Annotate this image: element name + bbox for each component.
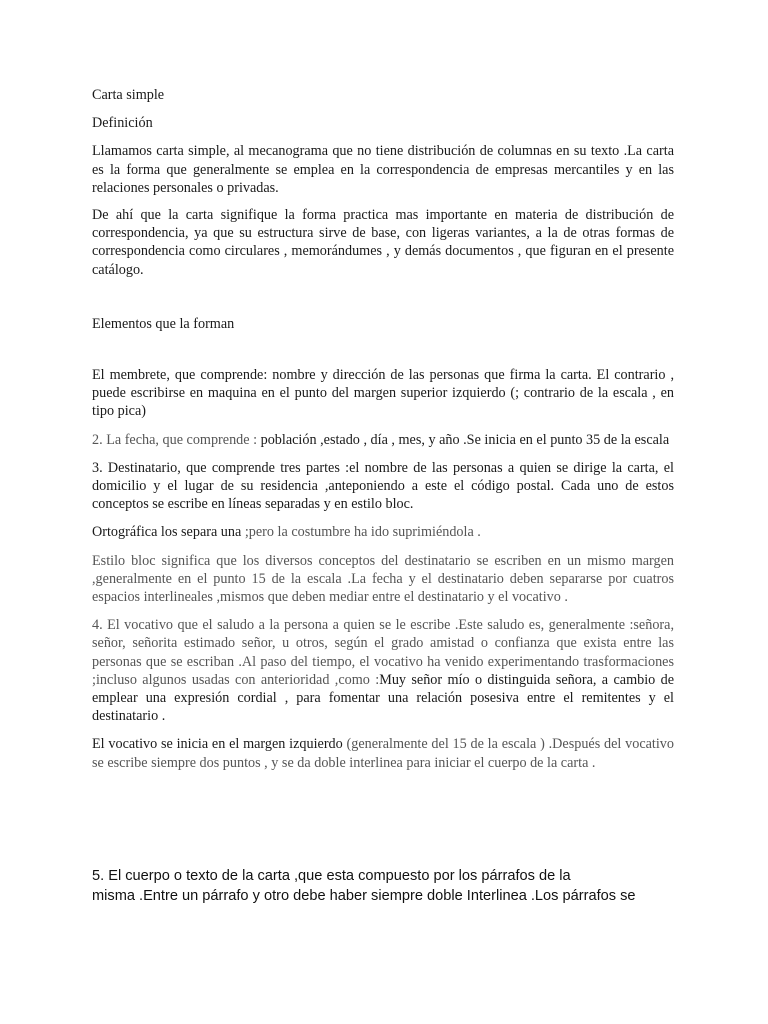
item-4-vocativo-example: Muy señor mío o distinguida señora, a cambio de emplear una expresión cordial , para fomentar una relación posesiva entre el remitentes y el destinatario . [92,671,675,725]
definition-label: Definición [92,115,153,132]
ortografica-lead: Ortográfica los separa una [92,524,245,541]
item-5-line-1: 5. El cuerpo o texto de la carta ,que esta compuesto por los párrafos de la [92,868,571,884]
ortografica-rest: ;pero la costumbre ha ido suprimiéndola . [244,524,481,541]
item-4-vocativo-text: 4. El vocativo que el saludo a la persona a quien se le escribe .Este saludo es, generalmente :señora, señor, señorita estimado señor, u otros, según el grado amistad o confianza que exista entre las personas que se escriban .Al paso del tiempo, el vocativo ha venido experimentando trasformaciones ;incluso algunos usadas con anterioridad ,como : [92,617,674,688]
item-3-destinatario: 3. Destinatario, que comprende tres partes :el nombre de las personas a quien se dirige la carta, el domicilio y el lugar de su residencia ,anteponiendo a este el código postal. Cada uno de estos conceptos se escribe en líneas separadas y en estilo bloc. [92,459,674,513]
estilo-bloc-paragraph: Estilo bloc significa que los diversos conceptos del destinatario se escriben en un mismo margen ,generalmente en el punto 15 de la escala .La fecha y el destinatario deben separarse por cuatros espacios interlineales ,mismos que deben mediar entre el destinatario y el vocativo . [92,552,674,606]
document-body [92,86,674,772]
item-2-fecha [92,431,674,449]
item-2-fecha-text: población ,estado , día , mes, y año .Se inicia en el punto 35 de la escala [260,431,670,448]
item-4-vocativo [92,616,674,725]
elements-title: Elementos que la forman [92,315,235,332]
vocativo-paragraph [92,735,674,771]
ortografica-paragraph [92,523,674,541]
item-2-fecha-label: 2. La fecha, que comprende : [92,431,261,448]
document-heading: Carta simple [92,87,165,103]
item-5-line-2: misma .Entre un párrafo y otro debe haber siempre doble Interlinea .Los párrafos se [92,888,636,904]
vocativo-lead: El vocativo se inicia en el margen izquierdo [92,736,347,753]
item-1-membrete: El membrete, que comprende: nombre y dirección de las personas que firma la carta. El contrario , puede escribirse en maquina en el punto del margen superior izquierdo (; contrario de la escala , en tipo pica) [92,367,674,420]
vocativo-rest: (generalmente del 15 de la escala ) .Después del vocativo se escribe siempre dos puntos , y se da doble interlinea para iniciar el cuerpo de la carta . [92,736,674,771]
item-5-cuerpo [92,866,682,906]
definition-paragraph-1: Llamamos carta simple, al mecanograma que no tiene distribución de columnas en su texto .La carta es la forma que generalmente se emplea en la correspondencia de empresas mercantiles y en las relaciones personales o privadas. [92,143,674,196]
definition-paragraph-2: De ahí que la carta signifique la forma practica mas importante en materia de distribución de correspondencia, ya que su estructura sirve de base, con ligeras variantes, a la de otras formas de correspondencia como circulares , memorándumes , y demás documentos , que figuran en el presente catálogo. [92,207,674,278]
